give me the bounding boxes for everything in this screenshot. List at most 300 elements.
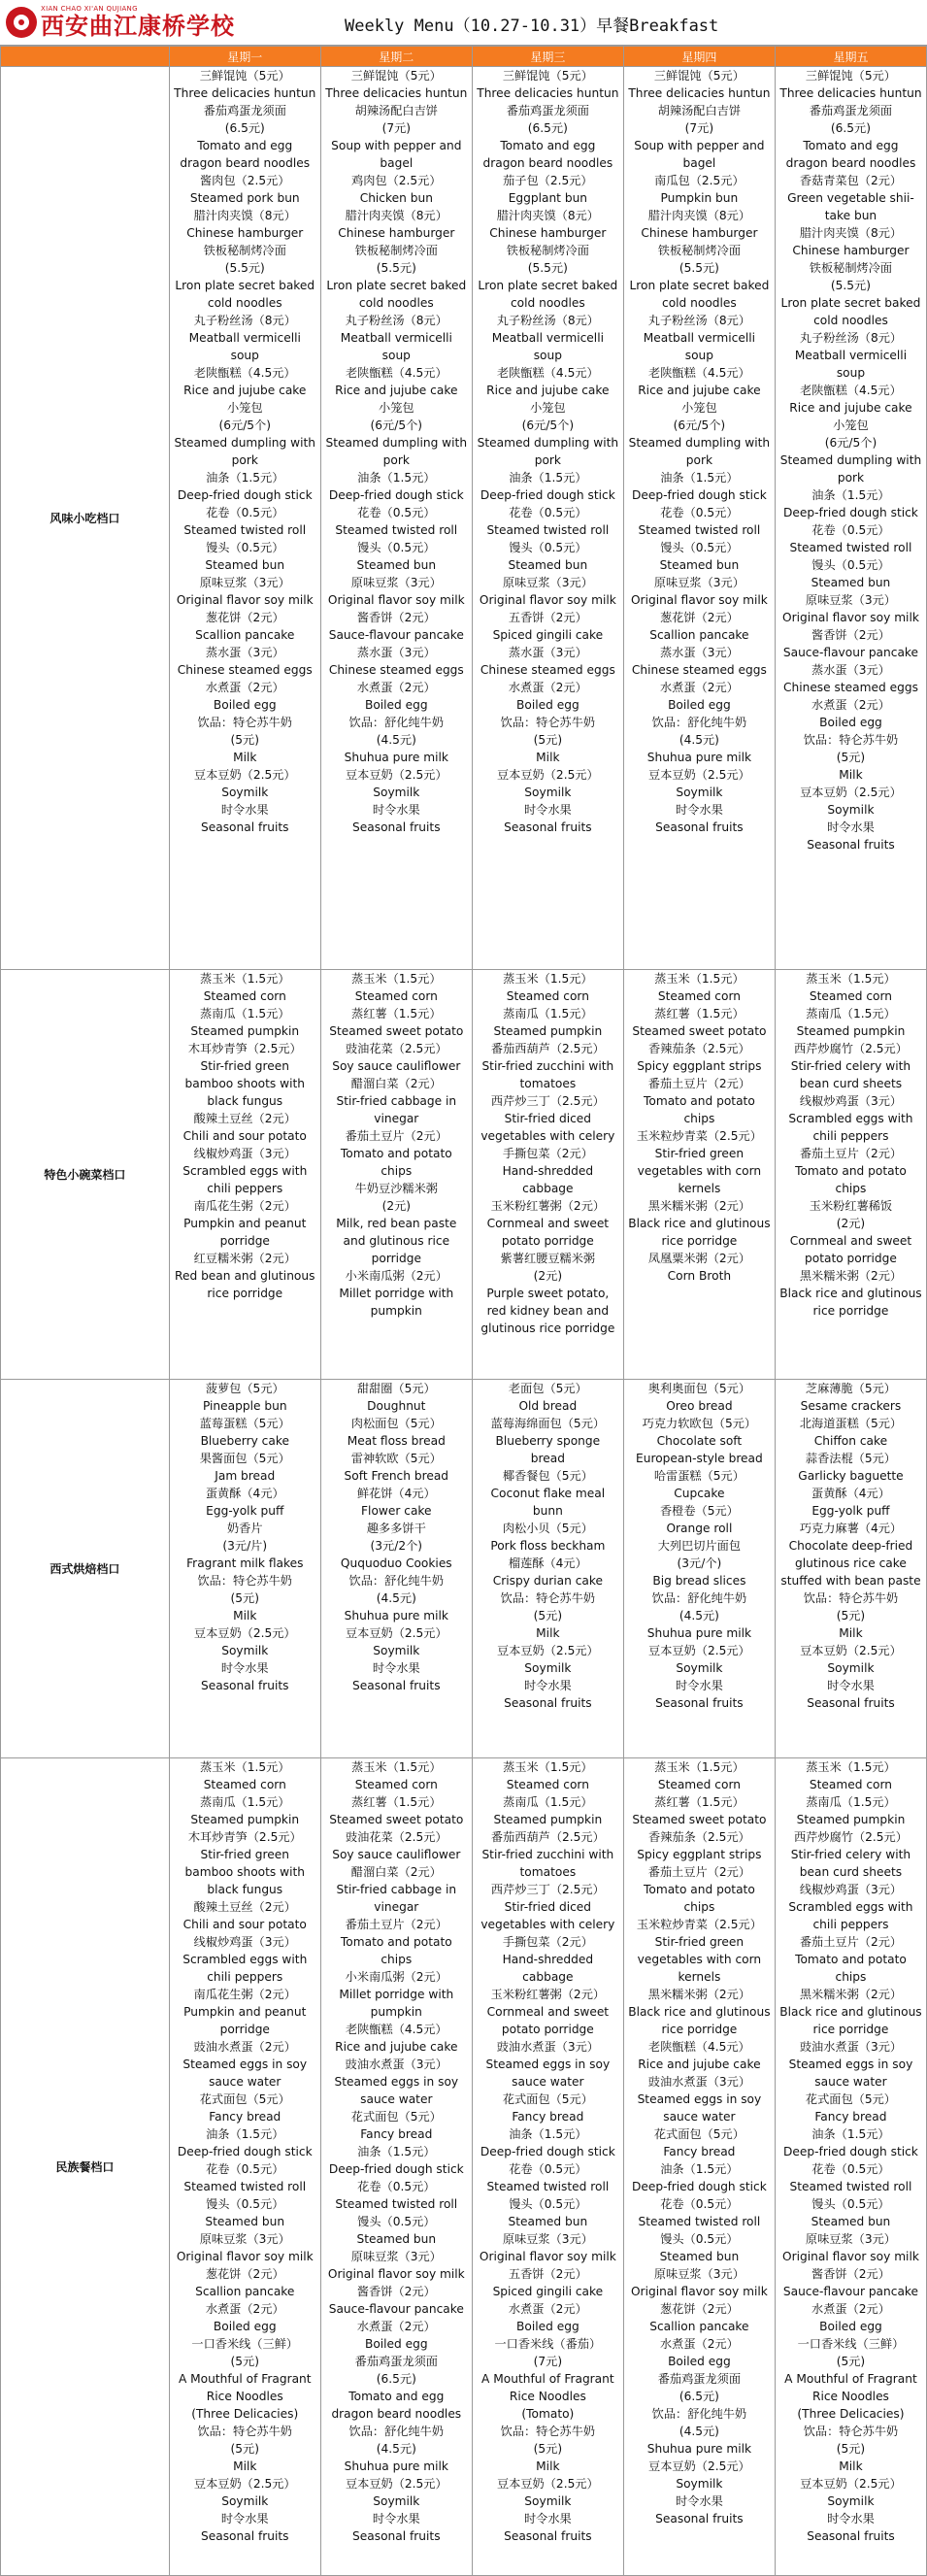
menu-line: 醋溜白菜（2元） xyxy=(350,1077,442,1090)
menu-line: Seasonal fruits xyxy=(504,820,592,834)
menu-line: Steamed pumpkin xyxy=(493,1813,603,1826)
menu-line: Spiced gingili cake xyxy=(492,2285,604,2298)
menu-line: (7元) xyxy=(533,2355,563,2368)
menu-line: chips xyxy=(683,1900,715,1914)
menu-line: 馒头（0.5元） xyxy=(509,541,587,554)
menu-line: 豆本豆奶（2.5元） xyxy=(345,1626,447,1640)
menu-line: 水煮蛋（2元） xyxy=(508,681,587,694)
menu-line: Seasonal fruits xyxy=(352,1679,441,1692)
menu-line: 蒸水蛋（3元） xyxy=(508,646,587,659)
menu-line: 老陕甑糕（4.5元） xyxy=(497,366,599,380)
menu-line: 饮品：舒化纯牛奶 xyxy=(348,716,445,729)
menu-line: 水煮蛋（2元） xyxy=(205,2302,284,2316)
menu-line: Crispy durian cake xyxy=(492,1574,603,1588)
menu-line: 老面包（5元） xyxy=(508,1382,587,1395)
menu-line: Boiled egg xyxy=(668,2355,731,2368)
menu-line: 原味豆浆（3元） xyxy=(805,593,896,607)
menu-line: 豆本豆奶（2.5元） xyxy=(193,1626,296,1640)
menu-line: Soymilk xyxy=(221,786,269,799)
section-row-small-bowl xyxy=(1,970,927,1380)
menu-line: 老陕甑糕（4.5元） xyxy=(193,366,296,380)
menu-line: black fungus xyxy=(207,1883,283,1896)
menu-line: Pumpkin and peanut xyxy=(183,1217,307,1230)
menu-line: 牛奶豆沙糯米粥 xyxy=(354,1182,438,1195)
menu-line: Milk xyxy=(536,2459,560,2473)
menu-line: dragon beard noodles xyxy=(331,2407,462,2421)
menu-line: Soymilk xyxy=(524,786,572,799)
menu-line: (5元) xyxy=(533,1609,563,1623)
menu-line: Three delicacies huntun xyxy=(325,86,468,100)
menu-line: Stir-fried zucchini with xyxy=(481,1059,614,1073)
menu-line: 豆本豆奶（2.5元） xyxy=(193,2477,296,2491)
menu-line: (5.5元) xyxy=(830,279,871,292)
menu-line: 水煮蛋（2元） xyxy=(356,681,436,694)
menu-line: 丸子粉丝汤（8元） xyxy=(345,314,447,327)
menu-line: 水煮蛋（2元） xyxy=(508,2302,587,2316)
menu-line: 小笼包 xyxy=(530,401,566,415)
menu-line: 南瓜包（2.5元） xyxy=(654,174,745,187)
menu-line: 葱花饼（2元） xyxy=(659,2302,739,2316)
menu-cell-wed xyxy=(472,970,623,1380)
menu-line: 果酱面包（5元） xyxy=(199,1452,290,1465)
menu-line: Seasonal fruits xyxy=(352,820,441,834)
menu-line: Tomato and potato xyxy=(644,1094,755,1108)
menu-cell-thu xyxy=(623,1758,775,2576)
menu-line: 小米南瓜粥（2元） xyxy=(345,1269,447,1283)
section-label: 特色小碗菜档口 xyxy=(1,970,170,1380)
menu-line: 酸辣土豆丝（2元） xyxy=(193,1900,296,1914)
menu-line: Blueberry cake xyxy=(200,1434,289,1448)
menu-line: Chinese steamed eggs xyxy=(782,681,918,694)
menu-line: Chinese steamed eggs xyxy=(480,663,615,677)
menu-line: bread xyxy=(530,1452,565,1465)
menu-line: 原味豆浆（3元） xyxy=(502,576,593,589)
menu-line: Chili and sour potato xyxy=(182,1918,307,1931)
menu-line: Soymilk xyxy=(827,1661,875,1675)
menu-line: 蒸玉米（1.5元） xyxy=(806,1760,896,1774)
menu-line: Soft French bread xyxy=(344,1469,449,1483)
menu-line: 丸子粉丝汤（8元） xyxy=(647,314,751,327)
menu-line: 线椒炒鸡蛋（3元） xyxy=(193,1147,296,1160)
menu-line: (5.5元) xyxy=(679,261,719,275)
menu-line: Soymilk xyxy=(676,2477,723,2491)
menu-line: 菠萝包（5元） xyxy=(205,1382,284,1395)
menu-line: Stir-fried green xyxy=(200,1059,290,1073)
menu-line: Chinese hamburger xyxy=(186,226,304,240)
menu-line: 馒头（0.5元） xyxy=(206,541,284,554)
menu-line: (6元/5个) xyxy=(218,418,271,432)
menu-line: 黑米糯米粥（2元） xyxy=(647,1988,751,2001)
menu-line: Steamed corn xyxy=(809,1778,893,1791)
menu-line: 番茄鸡蛋龙须面 xyxy=(354,2355,438,2368)
menu-line: Steamed corn xyxy=(809,989,893,1003)
menu-line: 椰香餐包（5元） xyxy=(502,1469,593,1483)
menu-line: Steamed eggs in soy xyxy=(788,2057,913,2071)
menu-line: Tomato and egg xyxy=(348,2390,445,2403)
menu-line: dragon beard noodles xyxy=(482,156,613,170)
menu-line: Three delicacies huntun xyxy=(779,86,922,100)
menu-line: 时令水果 xyxy=(372,803,420,817)
menu-line: 手撕包菜（2元） xyxy=(502,1935,593,1949)
menu-line: 铁板秘制烤冷面 xyxy=(203,244,286,257)
menu-line: Blueberry sponge xyxy=(495,1434,601,1448)
menu-line: 番茄鸡蛋龙须面 xyxy=(506,104,589,117)
menu-line: 三鲜馄饨（5元） xyxy=(805,69,896,83)
menu-line: 腊汁肉夹馍（8元） xyxy=(193,209,296,222)
menu-line: 花式面包（5元） xyxy=(502,2092,593,2106)
menu-line: 水煮蛋（2元） xyxy=(356,2320,436,2333)
menu-line: 原味豆浆（3元） xyxy=(199,576,290,589)
menu-line: 饮品：特仑苏牛奶 xyxy=(197,2425,292,2438)
menu-line: Cornmeal and sweet xyxy=(486,1217,610,1230)
menu-line: Boiled egg xyxy=(516,2320,579,2333)
menu-line: Three delicacies huntun xyxy=(477,86,619,100)
menu-line: Steamed twisted roll xyxy=(789,2180,912,2193)
menu-line: Steamed bun xyxy=(205,558,285,572)
menu-line: 蒸南瓜（1.5元） xyxy=(806,1007,896,1020)
menu-line: 馒头（0.5元） xyxy=(357,2215,436,2228)
menu-line: chips xyxy=(381,1953,413,1966)
menu-line: Soymilk xyxy=(373,1644,420,1657)
menu-line: Steamed dumpling with xyxy=(628,436,771,450)
menu-line: Steamed bun xyxy=(508,558,588,572)
menu-line: Seasonal fruits xyxy=(807,2529,895,2543)
menu-line: 老陕甑糕（4.5元） xyxy=(345,366,447,380)
menu-line: 蛋黄酥（4元） xyxy=(205,1487,284,1500)
menu-line: Steamed sweet potato xyxy=(632,1813,767,1826)
menu-line: Deep-fried dough stick xyxy=(480,2145,615,2158)
menu-line: 铁板秘制烤冷面 xyxy=(809,261,893,275)
menu-line: Hand-shredded xyxy=(502,1164,594,1178)
menu-line: Steamed pumpkin xyxy=(493,1024,603,1038)
menu-line: (3元/2个) xyxy=(370,1539,423,1553)
menu-line: 小笼包 xyxy=(681,401,717,415)
menu-line: 时令水果 xyxy=(372,2512,420,2526)
menu-line: Deep-fried dough stick xyxy=(328,488,464,502)
menu-line: 豆本豆奶（2.5元） xyxy=(497,2477,599,2491)
menu-line: 花卷（0.5元） xyxy=(660,506,739,519)
menu-line: 奶香片 xyxy=(226,1522,263,1535)
menu-line: 蓝莓海绵面包（5元） xyxy=(490,1417,606,1430)
menu-line: 花卷（0.5元） xyxy=(509,2162,587,2176)
menu-line: 木耳炒青笋（2.5元） xyxy=(187,1042,302,1055)
menu-line: (3元/片) xyxy=(222,1539,268,1553)
menu-line: Rice and jujube cake xyxy=(486,384,610,397)
menu-line: (6元/5个) xyxy=(824,436,877,450)
menu-line: Big bread slices xyxy=(652,1574,746,1588)
menu-line: Black rice and glutinous xyxy=(628,2005,771,2019)
menu-line: Black rice and glutinous xyxy=(779,2005,922,2019)
menu-line: Seasonal fruits xyxy=(201,2529,289,2543)
menu-line: 饮品：特仑苏牛奶 xyxy=(500,716,596,729)
menu-line: 豉油水煮蛋（2元） xyxy=(193,2040,296,2054)
menu-line: 花式面包（5元） xyxy=(350,2110,442,2124)
menu-line: 一口香米线（番茄） xyxy=(494,2337,602,2351)
menu-line: kernels xyxy=(678,1970,721,1984)
menu-line: Lron plate secret baked xyxy=(780,296,921,310)
menu-line: 腊汁肉夹馍（8元） xyxy=(345,209,447,222)
logo-english-name: XIAN CHAO XI'AN QUJIANG xyxy=(41,5,138,13)
menu-cell-tue xyxy=(320,970,472,1380)
menu-line: Millet porridge with xyxy=(339,1988,454,2001)
menu-line: Seasonal fruits xyxy=(807,1696,895,1710)
menu-line: Tomato and egg xyxy=(197,139,293,152)
menu-line: European-style bread xyxy=(636,1452,763,1465)
menu-line: 大列巴切片面包 xyxy=(657,1539,742,1553)
menu-line: (5.5元) xyxy=(376,261,416,275)
menu-line: 南瓜花生粥（2元） xyxy=(193,1199,296,1213)
menu-line: Steamed sweet potato xyxy=(632,1024,767,1038)
menu-line: Scallion pancake xyxy=(649,628,749,642)
menu-line: Steamed corn xyxy=(506,989,589,1003)
menu-line: rice porridge xyxy=(661,2023,738,2036)
logo-chinese-name: 西安曲江康桥学校 xyxy=(41,13,235,40)
menu-line: Steamed sweet potato xyxy=(329,1813,464,1826)
menu-line: 花卷（0.5元） xyxy=(811,523,890,537)
menu-line: 蒸南瓜（1.5元） xyxy=(503,1795,593,1809)
menu-line: 油条（1.5元） xyxy=(660,471,739,485)
menu-line: 小笼包 xyxy=(226,401,263,415)
menu-line: 蒸南瓜（1.5元） xyxy=(200,1007,290,1020)
menu-line: chips xyxy=(835,1182,867,1195)
menu-line: 蒸玉米（1.5元） xyxy=(200,1760,290,1774)
menu-line: 豉油花菜（2.5元） xyxy=(345,1830,447,1844)
menu-cell-thu xyxy=(623,67,775,970)
menu-line: 花卷（0.5元） xyxy=(357,2180,436,2193)
menu-line: Scallion pancake xyxy=(195,2285,295,2298)
menu-line: Steamed corn xyxy=(506,1778,589,1791)
menu-line: 蒸玉米（1.5元） xyxy=(806,972,896,986)
menu-line: Boiled egg xyxy=(516,698,579,712)
menu-line: cold noodles xyxy=(510,296,585,310)
menu-line: chili peppers xyxy=(207,1182,283,1195)
menu-line: 饮品：特仑苏牛奶 xyxy=(803,2425,899,2438)
menu-line: 原味豆浆（3元） xyxy=(502,2232,593,2246)
menu-line: stuffed with bean paste xyxy=(780,1574,921,1588)
menu-line: Chocolate deep-fried xyxy=(788,1539,913,1553)
menu-line: Soymilk xyxy=(676,1661,723,1675)
menu-line: 五香饼（2元） xyxy=(508,2267,587,2281)
menu-line: (5元) xyxy=(533,2442,563,2456)
menu-line: 豆本豆奶（2.5元） xyxy=(497,768,599,782)
menu-line: 黑米糯米粥（2元） xyxy=(647,1199,751,1213)
menu-line: Shuhua pure milk xyxy=(646,1626,752,1640)
menu-line: 饮品：舒化纯牛奶 xyxy=(348,1574,445,1588)
menu-line: Steamed bun xyxy=(356,558,437,572)
menu-line: Meatball vermicelli xyxy=(340,331,452,345)
menu-line: 番茄鸡蛋龙须面 xyxy=(657,2372,742,2386)
menu-line: 香辣茄条（2.5元） xyxy=(648,1830,750,1844)
menu-line: 三鲜馄饨（5元） xyxy=(653,69,745,83)
menu-line: Milk xyxy=(839,768,863,782)
menu-line: 鸡肉包（2.5元） xyxy=(351,174,442,187)
menu-line: Steamed twisted roll xyxy=(335,523,458,537)
menu-line: Soy sauce cauliflower xyxy=(332,1059,461,1073)
menu-line: 西芹炒腐竹（2.5元） xyxy=(794,1830,908,1844)
menu-line: Boiled egg xyxy=(364,698,428,712)
menu-line: Stir-fried green xyxy=(200,1848,290,1861)
menu-line: Steamed corn xyxy=(657,989,741,1003)
menu-line: Soymilk xyxy=(676,786,723,799)
menu-line: A Mouthful of Fragrant xyxy=(481,2372,614,2386)
menu-line: 水煮蛋（2元） xyxy=(659,681,739,694)
menu-line: Steamed dumpling with xyxy=(779,453,922,467)
menu-line: (5元) xyxy=(836,2442,866,2456)
menu-line: 玉米粒炒青菜（2.5元） xyxy=(636,1129,762,1143)
menu-line: Spiced gingili cake xyxy=(492,628,604,642)
menu-line: soup xyxy=(836,366,866,380)
section-row-ethnic xyxy=(1,1758,927,2576)
menu-line: vegetables with corn xyxy=(637,1164,762,1178)
menu-line: (5元) xyxy=(836,751,866,764)
menu-line: 小笼包 xyxy=(833,418,869,432)
menu-line: vegetables with celery xyxy=(480,1129,615,1143)
menu-line: 玉米粉红薯稀饭 xyxy=(809,1199,893,1213)
menu-line: 黑米糯米粥（2元） xyxy=(799,1988,903,2001)
menu-line: Original flavor soy milk xyxy=(176,593,314,607)
menu-line: bagel xyxy=(380,156,414,170)
menu-line: 原味豆浆（3元） xyxy=(653,2267,745,2281)
menu-line: 豆本豆奶（2.5元） xyxy=(800,786,902,799)
menu-line: 馒头（0.5元） xyxy=(811,558,890,572)
menu-line: 哈雷蛋糕（5元） xyxy=(653,1469,745,1483)
menu-line: Original flavor soy milk xyxy=(479,2250,616,2263)
menu-line: Steamed twisted roll xyxy=(486,2180,610,2193)
menu-line: Millet porridge with xyxy=(339,1287,454,1300)
menu-line: Meatball vermicelli xyxy=(491,331,604,345)
menu-line: 鲜花饼（4元） xyxy=(356,1487,436,1500)
menu-line: Rice and jujube cake xyxy=(789,401,912,415)
section-row-bakery xyxy=(1,1380,927,1758)
school-logo xyxy=(6,5,235,39)
menu-line: 时令水果 xyxy=(523,1679,572,1692)
menu-line: Soup with pepper and xyxy=(331,139,462,152)
menu-line: Steamed pumpkin xyxy=(190,1813,300,1826)
menu-line: 饮品：特仑苏牛奶 xyxy=(197,1574,292,1588)
menu-line: 豆本豆奶（2.5元） xyxy=(800,1644,902,1657)
menu-line: 凤凰粟米粥（2元） xyxy=(647,1252,751,1265)
menu-line: chili peppers xyxy=(812,1129,889,1143)
menu-line: 豆本豆奶（2.5元） xyxy=(800,2477,902,2491)
menu-line: Egg-yolk puff xyxy=(206,1504,284,1518)
day-header-thu: 星期四 xyxy=(623,47,775,67)
menu-line: Rice and jujube cake xyxy=(335,2040,458,2054)
menu-line: Chinese hamburger xyxy=(792,244,910,257)
menu-line: porridge xyxy=(219,2023,270,2036)
menu-cell-mon xyxy=(169,1380,320,1758)
menu-line: Deep-fried dough stick xyxy=(480,488,615,502)
menu-line: 胡辣汤配白吉饼 xyxy=(657,104,742,117)
menu-line: 番茄土豆片（2元） xyxy=(799,1147,903,1160)
menu-line: Steamed bun xyxy=(356,2232,437,2246)
menu-line: 甜甜圈（5元） xyxy=(356,1382,436,1395)
menu-line: 蒸玉米（1.5元） xyxy=(654,1760,745,1774)
menu-line: tomatoes xyxy=(519,1077,577,1090)
menu-line: 线椒炒鸡蛋（3元） xyxy=(799,1094,903,1108)
menu-line: Original flavor soy milk xyxy=(176,2250,314,2263)
menu-line: 花卷（0.5元） xyxy=(660,2197,739,2211)
menu-line: and glutinous rice xyxy=(343,1234,450,1248)
menu-line: 玉米粒炒青菜（2.5元） xyxy=(636,1918,762,1931)
menu-line: (6.5元) xyxy=(527,121,568,135)
menu-line: 豆本豆奶（2.5元） xyxy=(648,1644,750,1657)
day-header-fri: 星期五 xyxy=(775,47,926,67)
menu-line: 蛋黄酥（4元） xyxy=(811,1487,890,1500)
menu-line: 蒸玉米（1.5元） xyxy=(654,972,745,986)
menu-line: Meat floss bread xyxy=(347,1434,446,1448)
menu-line: Steamed dumpling with xyxy=(325,436,468,450)
menu-line: 馒头（0.5元） xyxy=(660,2232,739,2246)
menu-line: Shuhua pure milk xyxy=(646,2442,752,2456)
menu-line: Soymilk xyxy=(524,2494,572,2508)
menu-line: Steamed corn xyxy=(354,1778,438,1791)
menu-line: Chiffon cake xyxy=(813,1434,888,1448)
menu-line: Chinese hamburger xyxy=(489,226,607,240)
menu-line: 趣多多饼干 xyxy=(366,1522,426,1535)
menu-cell-fri xyxy=(775,1380,926,1758)
menu-line: 时令水果 xyxy=(827,2512,875,2526)
menu-line: Meatball vermicelli xyxy=(188,331,301,345)
menu-line: Original flavor soy milk xyxy=(630,593,768,607)
menu-line: 油条（1.5元） xyxy=(660,2162,739,2176)
menu-line: rice porridge xyxy=(207,1287,283,1300)
menu-line: Steamed bun xyxy=(659,558,740,572)
menu-line: Tomato and egg xyxy=(500,139,596,152)
menu-line: 豆本豆奶（2.5元） xyxy=(345,2477,447,2491)
menu-line: Steamed dumpling with xyxy=(174,436,315,450)
menu-line: Boiled egg xyxy=(668,698,731,712)
menu-line: Stir-fried cabbage in xyxy=(336,1883,457,1896)
menu-line: 原味豆浆（3元） xyxy=(350,2250,442,2263)
menu-line: Cornmeal and sweet xyxy=(789,1234,912,1248)
menu-line: 时令水果 xyxy=(220,1661,269,1675)
menu-line: 豉油花菜（2.5元） xyxy=(345,1042,447,1055)
menu-line: Seasonal fruits xyxy=(655,820,744,834)
menu-line: 肉松小贝（5元） xyxy=(502,1522,593,1535)
menu-line: Spicy eggplant strips xyxy=(637,1848,762,1861)
menu-line: 番茄西葫芦（2.5元） xyxy=(490,1042,605,1055)
menu-line: 蒸玉米（1.5元） xyxy=(351,972,442,986)
menu-line: Egg-yolk puff xyxy=(811,1504,890,1518)
menu-line: Boiled egg xyxy=(819,2320,882,2333)
menu-line: 香辣茄条（2.5元） xyxy=(648,1042,750,1055)
menu-line: 油条（1.5元） xyxy=(509,2127,587,2141)
menu-line: Tomato and potato xyxy=(795,1164,907,1178)
menu-line: 番茄土豆片（2元） xyxy=(799,1935,903,1949)
menu-line: 一口香米线（三鲜） xyxy=(191,2337,299,2351)
menu-line: Scrambled eggs with xyxy=(182,1164,308,1178)
menu-line: glutinous rice porridge xyxy=(480,1321,615,1335)
menu-line: Chinese steamed eggs xyxy=(631,663,767,677)
menu-cell-wed xyxy=(472,67,623,970)
menu-line: 蒸红薯（1.5元） xyxy=(654,1007,745,1020)
menu-line: Steamed eggs in soy xyxy=(334,2075,459,2089)
menu-line: red kidney bean and xyxy=(486,1304,610,1318)
menu-line: bagel xyxy=(682,156,716,170)
menu-line: 时令水果 xyxy=(523,803,572,817)
menu-line: 饮品：特仑苏牛奶 xyxy=(197,716,292,729)
menu-line: 饮品：舒化纯牛奶 xyxy=(651,2407,747,2421)
menu-line: 时令水果 xyxy=(676,803,723,817)
menu-line: Soymilk xyxy=(827,2494,875,2508)
menu-line: Chinese steamed eggs xyxy=(177,663,313,677)
menu-line: Sesame crackers xyxy=(800,1399,902,1413)
menu-line: Steamed eggs in soy xyxy=(637,2092,762,2106)
menu-line: Soymilk xyxy=(221,1644,269,1657)
menu-line: Flower cake xyxy=(361,1504,432,1518)
menu-line: 铁板秘制烤冷面 xyxy=(657,244,742,257)
menu-line: Milk, red bean paste xyxy=(336,1217,457,1230)
